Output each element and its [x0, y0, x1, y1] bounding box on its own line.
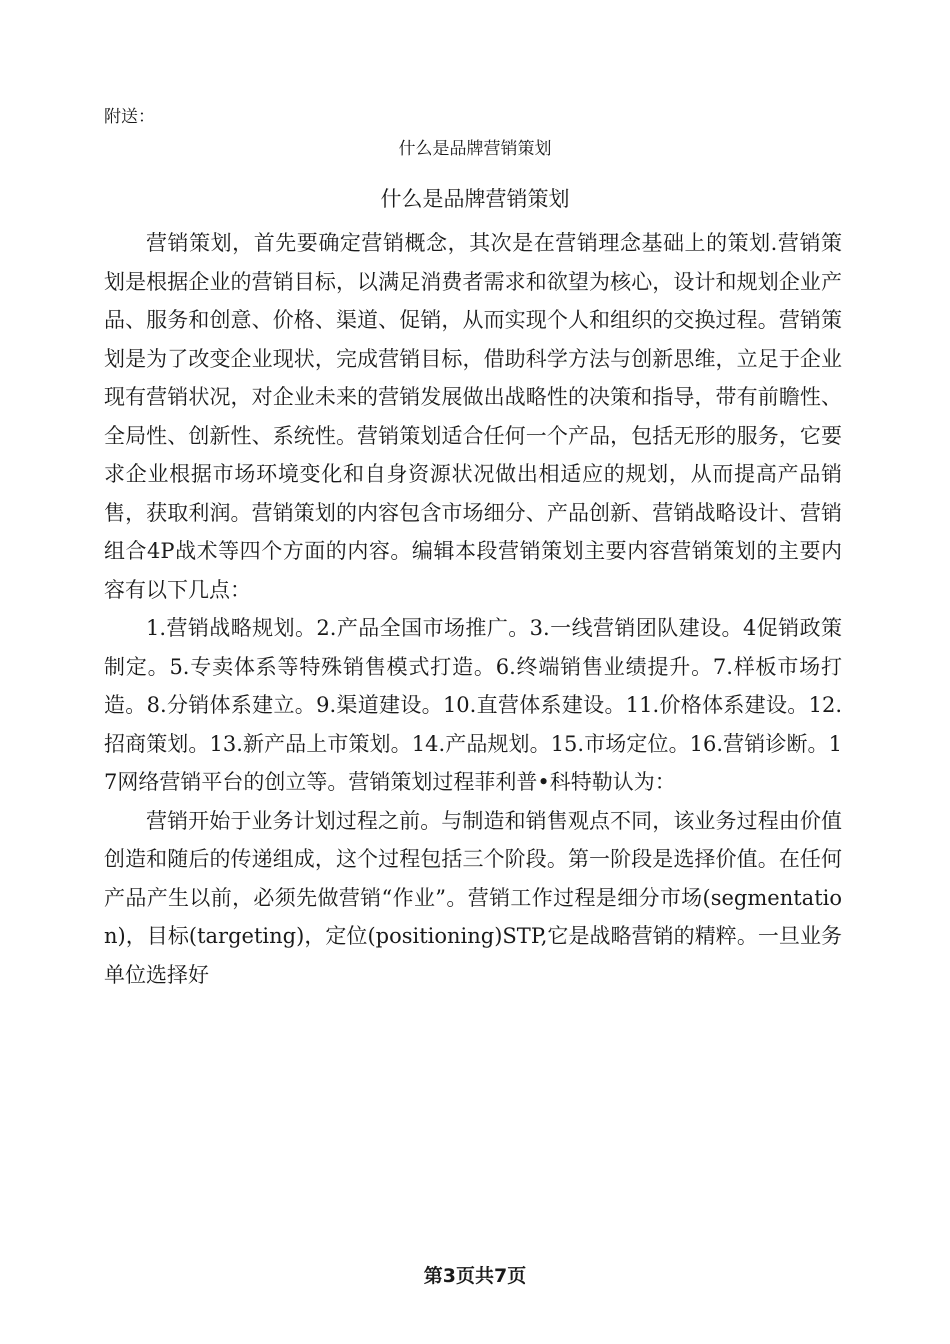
page-number: 第3页共7页	[423, 1265, 527, 1287]
paragraph-intro: 营销策划，首先要确定营销概念，其次是在营销理念基础上的策划.营销策划是根据企业的营销目标，以满足消费者需求和欲望为核心，设计和规划企业产品、服务和创意、价格、渠道、促销，从而实现个人和组织的交换过程。营销策划是为了改变企业现状，完成营销目标，借助科学方法与创新思维，立足于企业现有营销状况，对企业未来的营销发展做出战略性的决策和指导，带有前瞻性、全局性、创新性、系统性。营销策划适合任何一个产品，包括无形的服务，它要求企业根据市场环境变化和自身资源状况做出相适应的规划，从而提高产品销售，获取利润。营销策划的内容包含市场细分、产品创新、营销战略设计、营销组合4P战术等四个方面的内容。编辑本段营销策划主要内容营销策划的主要内容有以下几点：	[104, 231, 842, 602]
paragraph-content-list: 1.营销战略规划。2.产品全国市场推广。3.一线营销团队建设。4促销政策制定。5.专卖体系等特殊销售模式打造。6.终端销售业绩提升。7.样板市场打造。8.分销体系建立。9.渠道建设。10.直营体系建设。11.价格体系建设。12.招商策划。13.新产品上市策划。14.产品规划。15.市场定位。16.营销诊断。17网络营销平台的创立等。营销策划过程菲利普•科特勒认为：	[104, 616, 842, 794]
appendix-label: 附送：	[104, 107, 155, 127]
article-title: 什么是品牌营销策划	[380, 187, 570, 211]
article-body	[104, 224, 842, 994]
page-subtitle: 什么是品牌营销策划	[398, 139, 552, 159]
paragraph-process: 营销开始于业务计划过程之前。与制造和销售观点不同，该业务过程由价值创造和随后的传递组成，这个过程包括三个阶段。第一阶段是选择价值。在任何产品产生以前，必须先做营销“作业”。营销工作过程是细分市场(segmentation)，目标(targeting)，定位(positioning)STP,它是战略营销的精粹。一旦业务单位选择好	[104, 808, 842, 987]
